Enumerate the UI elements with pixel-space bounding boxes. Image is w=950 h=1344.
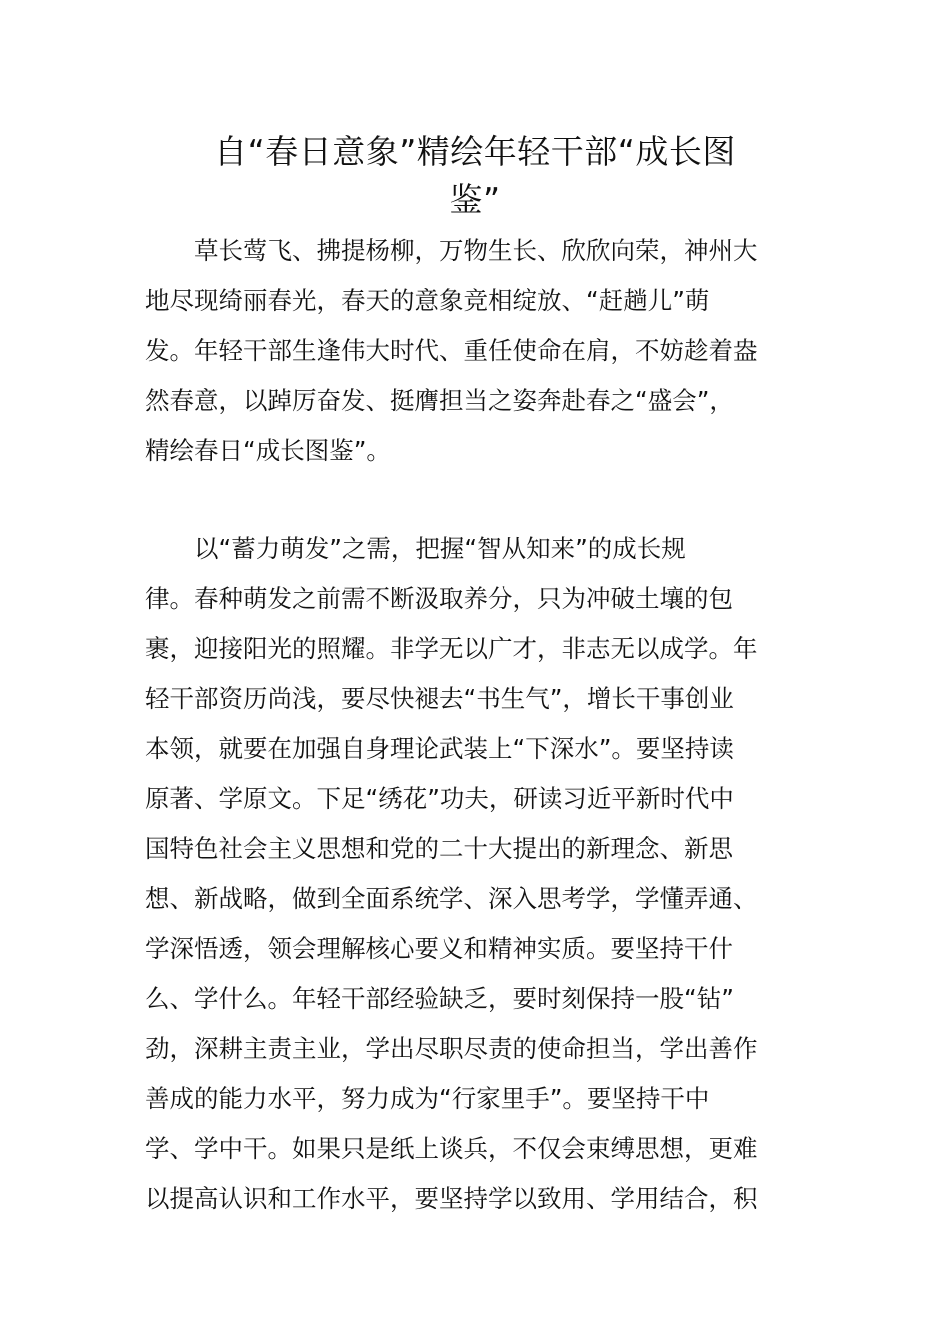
paragraph-line: 发。年轻干部生逢伟大时代、重任使命在肩，不妨趁着盎 xyxy=(145,336,758,365)
paragraph-line: 律。春种萌发之前需不断汲取养分，只为冲破土壤的包 xyxy=(145,584,733,613)
paragraph-line: 学、学中干。如果只是纸上谈兵，不仅会束缚思想，更难 xyxy=(145,1134,758,1163)
title-line: 自“春日意象”精绘年轻干部“成长图 xyxy=(214,132,736,171)
paragraph-line: 以“蓄力萌发”之需，把握“智从知来”的成长规 xyxy=(194,534,686,563)
paragraph-line: 劲，深耕主责主业，学出尽职尽责的使命担当，学出善作 xyxy=(145,1034,758,1063)
paragraph-line: 地尽现绮丽春光，春天的意象竞相绽放、“赶趟儿”萌 xyxy=(145,286,710,315)
document-title xyxy=(165,128,785,224)
paragraph-line: 本领，就要在加强自身理论武装上“下深水”。要坚持读 xyxy=(145,734,734,763)
paragraph-line: 然春意，以踔厉奋发、挺膺担当之姿奔赴春之“盛会”， xyxy=(145,386,734,415)
paragraph-line: 善成的能力水平，努力成为“行家里手”。要坚持干中 xyxy=(145,1084,710,1113)
paragraph-line: 国特色社会主义思想和党的二十大提出的新理念、新思 xyxy=(145,834,733,863)
paragraph-line: 以提高认识和工作水平，要坚持学以致用、学用结合，积 xyxy=(145,1184,758,1213)
paragraph-line: 轻干部资历尚浅，要尽快褪去“书生气”，增长干事创业 xyxy=(145,684,734,713)
paragraph-line: 草长莺飞、拂提杨柳，万物生长、欣欣向荣，神州大 xyxy=(194,236,758,265)
body-paragraph xyxy=(145,524,807,1224)
paragraph-line: 想、新战略，做到全面系统学、深入思考学，学懂弄通、 xyxy=(145,884,758,913)
paragraph-line: 原著、学原文。下足“绣花”功夫，研读习近平新时代中 xyxy=(145,784,734,813)
paragraph-line: 么、学什么。年轻干部经验缺乏，要时刻保持一股“钻” xyxy=(145,984,734,1013)
paragraph-line: 精绘春日“成长图鉴”。 xyxy=(145,436,391,465)
paragraph-line: 学深悟透，领会理解核心要义和精神实质。要坚持干什 xyxy=(145,934,733,963)
title-line: 鉴” xyxy=(449,180,501,219)
paragraph-line: 裹，迎接阳光的照耀。非学无以广才，非志无以成学。年 xyxy=(145,634,758,663)
body-paragraph xyxy=(145,226,807,476)
